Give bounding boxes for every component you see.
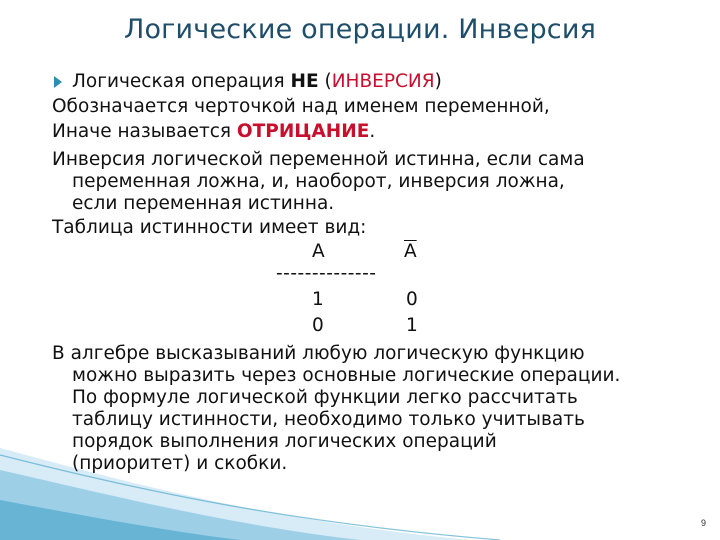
algebra-line-5: порядок выполнения логических операций [72, 431, 497, 452]
algebra-line-4: таблицу истинности, необходимо только учитывать [72, 409, 585, 430]
bullet-line [72, 70, 442, 93]
slide-title: Логические операции. Инверсия [123, 14, 597, 45]
header-not-a: $\overline{A}$ [404, 241, 417, 262]
negation-prefix: Иначе называется [52, 121, 237, 142]
bullet-arrow-icon [54, 76, 62, 88]
row1-a: 1 [312, 289, 324, 310]
negation-keyword: ОТРИЦАНИЕ [236, 121, 370, 142]
table-intro: Таблица истинности имеет вид: [52, 217, 367, 238]
algebra-line-1: В алгебре высказываний любую логическую функцию [52, 343, 585, 364]
table-separator: -------------- [276, 263, 377, 284]
definition-line-1: Инверсия логической переменной истинна, если сама [52, 149, 585, 170]
algebra-line-6: (приоритет) и скобки. [72, 453, 288, 474]
close-paren: ) [434, 71, 442, 92]
definition-line-3: если переменная истинна. [72, 193, 335, 214]
algebra-line-3: По формуле логической функции легко рассчитать [72, 387, 578, 408]
row2-not-a: 1 [406, 315, 418, 336]
negation-suffix: . [369, 121, 376, 142]
notation-line: Обозначается черточкой над именем переменной, [52, 96, 550, 117]
page-number: 9 [700, 518, 706, 528]
not-keyword: НЕ [290, 71, 319, 92]
definition-line-2: переменная ложна, и, наоборот, инверсия ложна, [72, 171, 565, 192]
header-a: A [312, 241, 325, 262]
row1-not-a: 0 [406, 289, 418, 310]
open-paren: ( [318, 71, 332, 92]
algebra-line-2: можно выразить через основные логические операции. [72, 365, 621, 386]
bullet-prefix: Логическая операция [72, 71, 291, 92]
row2-a: 0 [312, 315, 324, 336]
negation-line [52, 120, 375, 143]
inversion-keyword: ИНВЕРСИЯ [331, 71, 435, 92]
